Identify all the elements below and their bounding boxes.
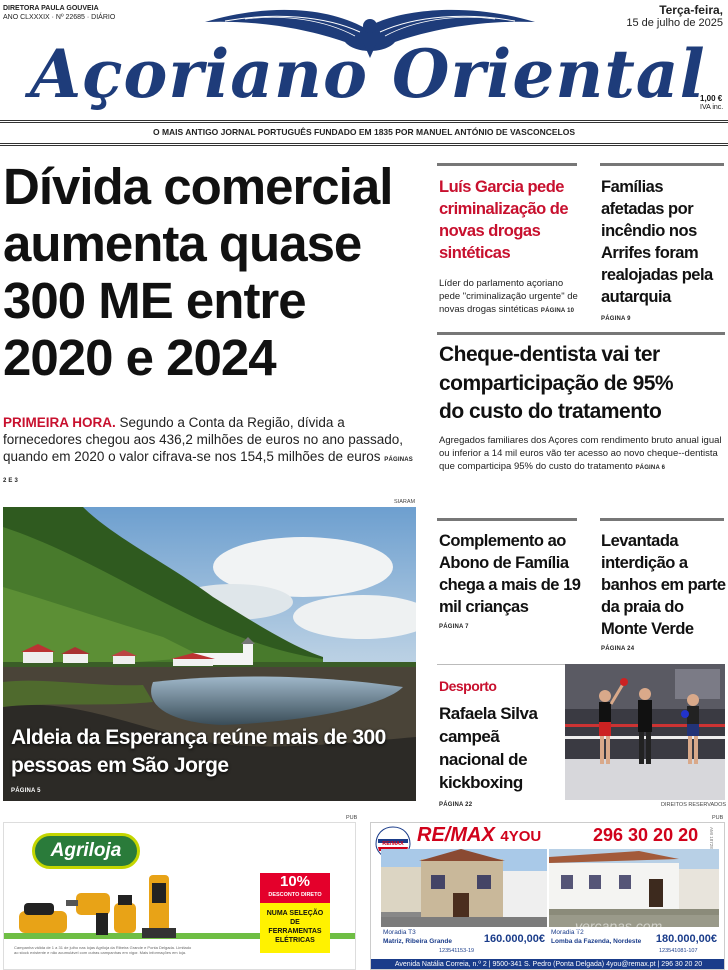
- desporto-page: PÁGINA 22: [439, 802, 473, 808]
- house-photo-1: [381, 849, 547, 927]
- photo-page: PÁGINA 5: [11, 788, 41, 794]
- agriloja-fineprint: Campanha válida de 1 a 31 de julho nas lojas Agriloja da Ribeira Grande e Ponta Delgada. Limitado ao stock existente e não acumulável com outras campanhas em vigor. Mais informações em loja.: [14, 945, 192, 955]
- discount-offer: NUMA SELEÇÃO DE FERRAMENTAS ELÉTRICAS: [266, 910, 324, 944]
- tagline-rule: [0, 143, 728, 146]
- tagline: O MAIS ANTIGO JORNAL PORTUGUÊS FUNDADO EM 1835 POR MANUEL ANTÓNIO DE VASCONCELOS: [152, 127, 576, 137]
- ad-agriloja[interactable]: [3, 822, 356, 970]
- garcia-page: PÁGINA 10: [540, 308, 575, 314]
- dentista-headline[interactable]: Cheque-dentista vai ter comparticipação de 95% do custo do tratamento: [439, 343, 674, 423]
- remax-listing-1[interactable]: [381, 849, 547, 957]
- rule-garcia: [437, 163, 577, 166]
- remax-logo-text: RE/MAX: [382, 841, 404, 847]
- lead-kicker: PRIMEIRA HORA.: [3, 415, 116, 430]
- remax-brand-name: RE/MAX: [417, 824, 495, 846]
- listing-2-location: Lomba da Fazenda, Nordeste: [551, 938, 642, 945]
- ad-remax[interactable]: [370, 822, 725, 970]
- agriloja-brand: Agriloja: [50, 840, 122, 861]
- lead-story[interactable]: [3, 158, 423, 484]
- dentista-lead-text: Agregados familiares dos Açores com rendimento bruto anual igual ou inferior a 14 mil euros vão ter acesso ao novo cheque--dentista que comparticipa 95% do custo do tratamento: [439, 434, 722, 472]
- remax-listing-2[interactable]: [549, 849, 719, 957]
- lead-headline[interactable]: Dívida comercial aumenta quase 300 ME entre 2020 e 2024: [3, 158, 393, 386]
- remax-franchise: 4YOU: [500, 828, 542, 845]
- edition-date: 15 de julho de 2025: [626, 17, 723, 29]
- story-dentista[interactable]: [439, 341, 724, 475]
- rule-familias: [600, 163, 724, 166]
- watermark: vercapas.com: [575, 918, 663, 934]
- photo-caption[interactable]: Aldeia da Esperança reúne mais de 300 pessoas em São Jorge: [11, 726, 386, 777]
- desporto-section: Desporto: [439, 678, 497, 694]
- remax-license: AMI 18728: [709, 827, 714, 849]
- story-garcia[interactable]: [439, 176, 581, 318]
- listing-1-type: Moradia T3: [383, 929, 416, 936]
- kickboxing-photo-frame[interactable]: [565, 664, 725, 800]
- garcia-lead: [439, 277, 581, 318]
- discount-label: DESCONTO DIRETO: [268, 892, 322, 898]
- agriloja-logo[interactable]: [32, 833, 140, 869]
- discount-value: 10%: [279, 873, 311, 890]
- listing-2-price: 180.000,00€: [655, 933, 717, 945]
- photo-credit-siaram: SIARAM: [394, 499, 416, 505]
- dentista-lead: [439, 434, 724, 475]
- edition-info: ANO CLXXXIX · Nº 22685 · DIÁRIO: [3, 14, 116, 21]
- garcia-headline[interactable]: Luís Garcia pede criminalização de novas drogas sintéticas: [439, 178, 569, 262]
- rule-abono: [437, 518, 577, 521]
- lead-pages: PÁGINAS 2 E 3: [3, 457, 413, 484]
- director-credit: DIRETORA PAULA GOUVEIA: [3, 5, 99, 12]
- listing-1-location: Matriz, Ribeira Grande: [383, 938, 452, 945]
- abono-headline[interactable]: Complemento ao Abono de Família chega a mais de 19 mil crianças: [439, 532, 581, 616]
- ad-agriloja-pub: PUB: [346, 815, 358, 821]
- abono-page: PÁGINA 7: [439, 624, 469, 630]
- familias-headline[interactable]: Famílias afetadas por incêndio nos Arrifes foram realojadas pela autarquia: [601, 178, 713, 306]
- story-praia[interactable]: [601, 530, 726, 652]
- rule-praia: [600, 518, 724, 521]
- ad-remax-pub: PUB: [712, 815, 724, 821]
- lead-body: [3, 414, 415, 490]
- rule-dentista: [437, 332, 725, 335]
- desporto-photo-credit: DIREITOS RESERVADOS: [661, 802, 727, 808]
- praia-page: PÁGINA 24: [601, 646, 635, 652]
- masthead: [0, 0, 728, 152]
- garcia-lead-text: Líder do parlamento açoriano pede "criminalização urgente" de novas drogas sintéticas: [439, 278, 578, 315]
- edition-weekday: Terça-feira,: [659, 3, 723, 17]
- listing-2-type: Moradia T2: [551, 929, 584, 936]
- praia-headline[interactable]: Levantada interdição a banhos em parte da praia do Monte Verde: [601, 532, 726, 638]
- remax-phone[interactable]: 296 30 20 20: [593, 825, 699, 845]
- lead-text: Segundo a Conta da Região, dívida a fornecedores chegou aos 436,2 milhões de euros no ano passado, quando em 2020 o valor cifrava-se nos 154,5 milhões de euros: [3, 415, 404, 464]
- listing-2-ref: 123541081-107: [659, 948, 698, 954]
- dentista-page: PÁGINA 6: [635, 464, 666, 471]
- listing-1-price: 160.000,00€: [483, 933, 545, 945]
- kickboxing-photo: [565, 664, 725, 800]
- price: 1,00 €: [700, 94, 723, 103]
- remax-footer: Avenida Natália Correia, n.º 2 | 9500-341 S. Pedro (Ponta Delgada) 4you@remax.pt | 296 30 20 20: [371, 959, 725, 970]
- photo-story[interactable]: [3, 507, 416, 801]
- discount-box: [260, 873, 330, 953]
- story-abono[interactable]: [439, 530, 581, 630]
- familias-page: PÁGINA 9: [601, 316, 631, 322]
- remax-brand: [417, 824, 541, 847]
- house-photo-2: [549, 849, 719, 927]
- power-tools-icon: [14, 873, 184, 943]
- vat-note: IVA inc.: [700, 104, 724, 111]
- newspaper-title: Açoriano Oriental: [30, 35, 706, 113]
- story-desporto[interactable]: [439, 676, 563, 808]
- listing-1-ref: 123541153-19: [439, 948, 475, 954]
- story-familias[interactable]: [601, 176, 726, 322]
- masthead-rule: [0, 120, 728, 123]
- desporto-headline[interactable]: Rafaela Silva campeã nacional de kickboxing: [439, 704, 538, 792]
